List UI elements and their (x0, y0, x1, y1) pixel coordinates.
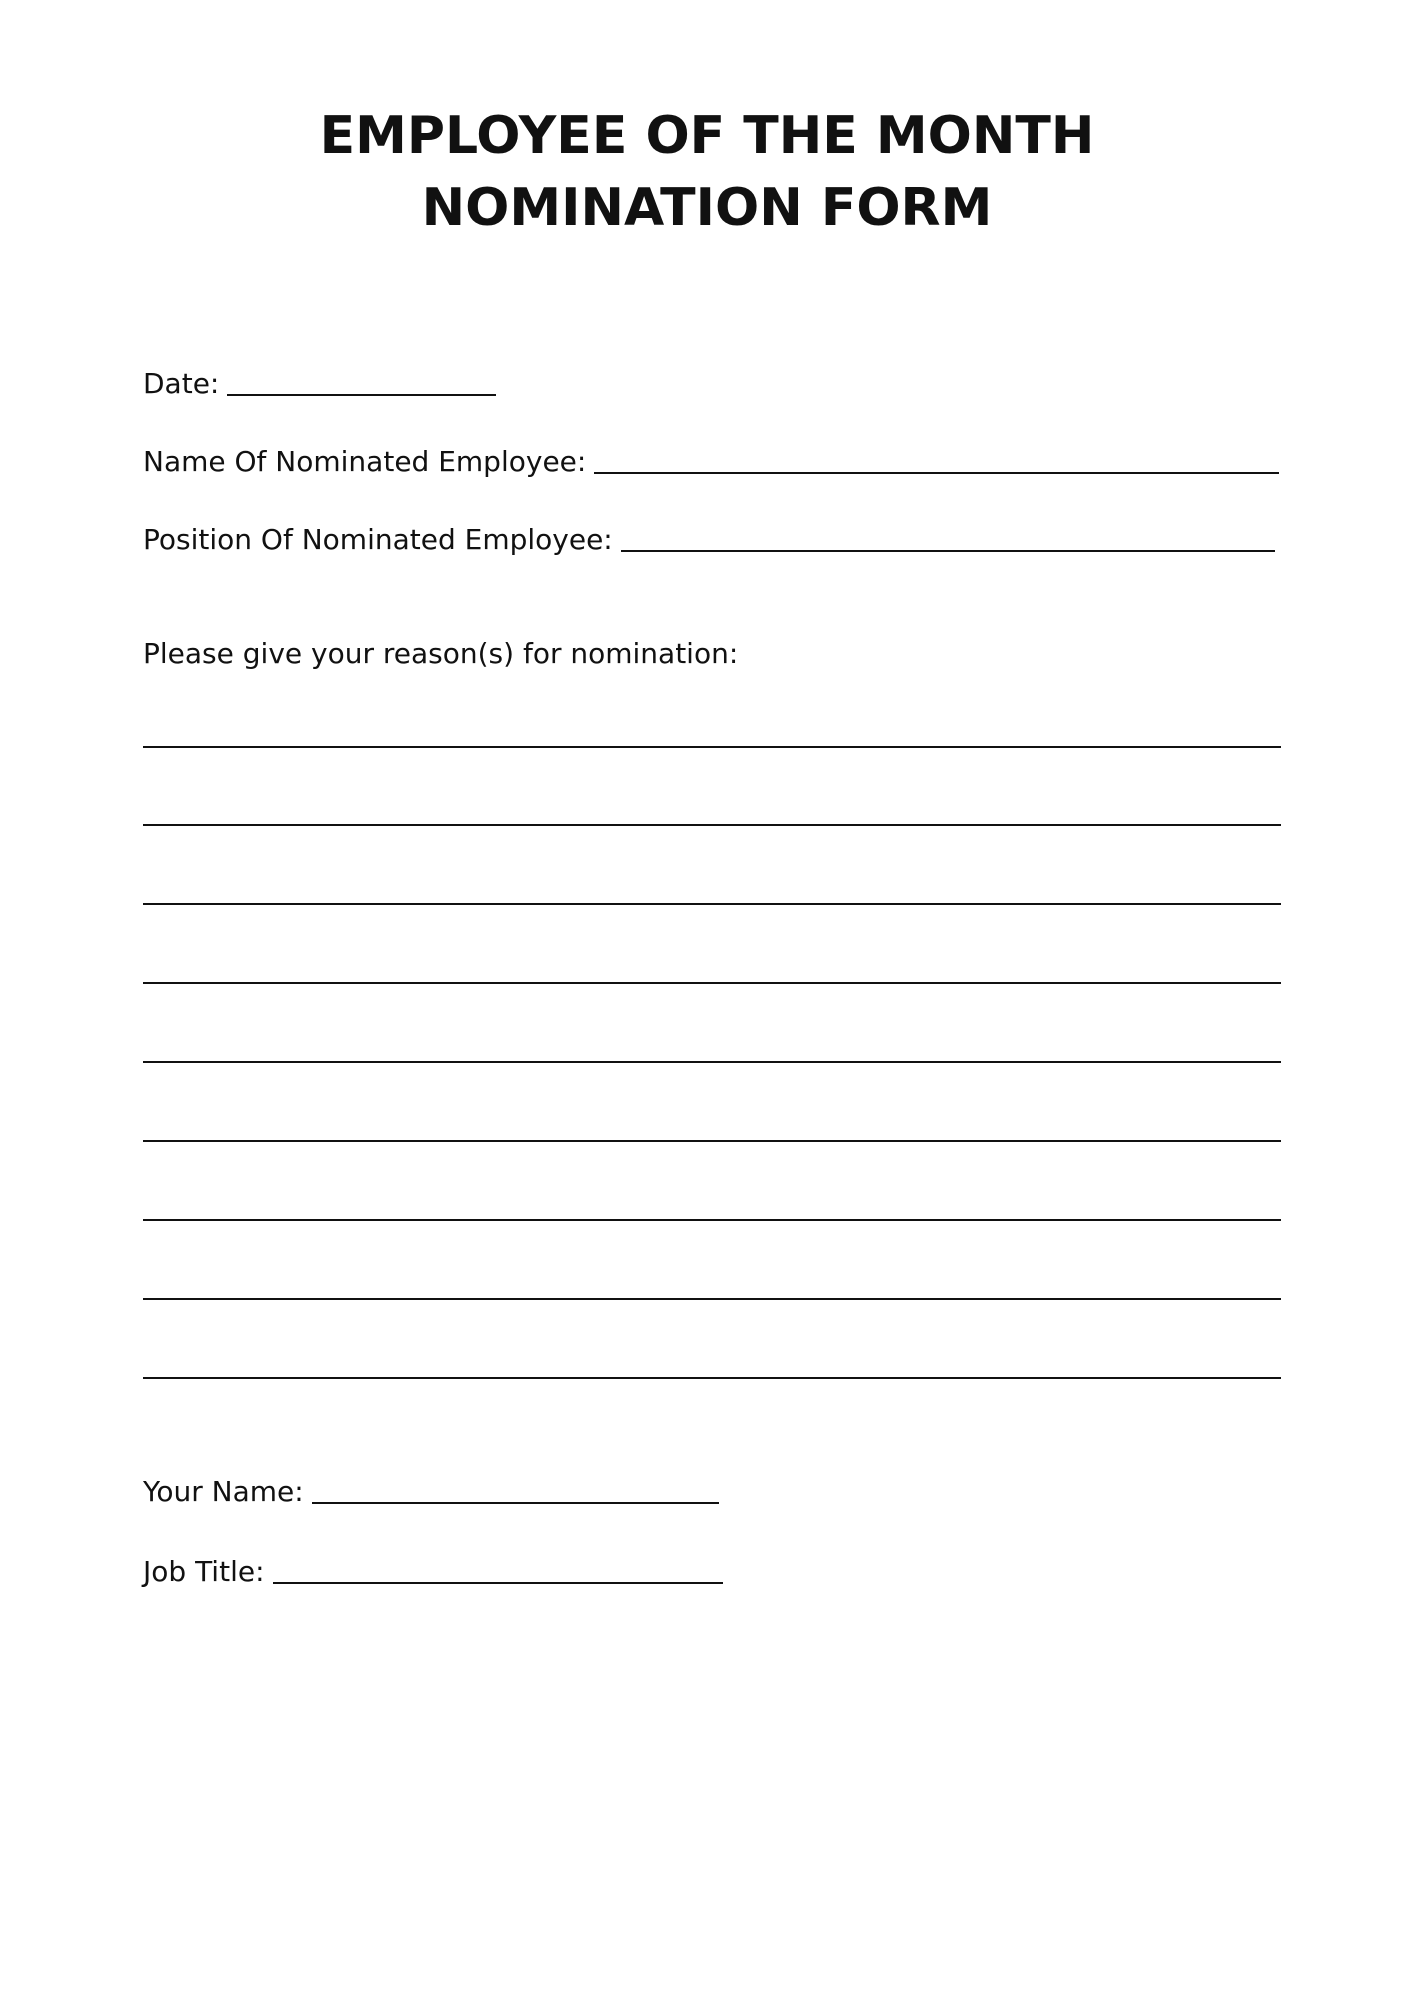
reason-blank-line[interactable] (143, 1061, 1281, 1063)
job-title-field (143, 1546, 723, 1590)
your-name-blank-line[interactable] (312, 1502, 719, 1504)
reason-blank-line[interactable] (143, 824, 1281, 826)
date-field (143, 358, 496, 402)
nominee-name-field (143, 436, 1279, 480)
nominee-name-label: Name Of Nominated Employee: (143, 445, 587, 478)
date-blank-line[interactable] (227, 394, 496, 396)
reason-blank-line[interactable] (143, 1377, 1281, 1379)
nominee-position-field (143, 514, 1275, 558)
reason-prompt: Please give your reason(s) for nomination: (143, 637, 739, 670)
date-label: Date: (143, 367, 220, 400)
reason-blank-line[interactable] (143, 1298, 1281, 1300)
job-title-label: Job Title: (143, 1555, 265, 1588)
nominee-position-blank-line[interactable] (621, 550, 1275, 552)
reason-blank-line[interactable] (143, 903, 1281, 905)
reason-blank-line[interactable] (143, 982, 1281, 984)
nominee-name-blank-line[interactable] (594, 472, 1279, 474)
reason-blank-line[interactable] (143, 1140, 1281, 1142)
form-title-line-1: EMPLOYEE OF THE MONTH (319, 106, 1095, 166)
your-name-label: Your Name: (143, 1475, 304, 1508)
your-name-field (143, 1466, 719, 1510)
nominee-position-label: Position Of Nominated Employee: (143, 523, 613, 556)
reason-blank-line[interactable] (143, 1219, 1281, 1221)
job-title-blank-line[interactable] (273, 1582, 723, 1584)
form-title-line-2: NOMINATION FORM (421, 178, 993, 238)
reason-blank-line[interactable] (143, 746, 1281, 748)
